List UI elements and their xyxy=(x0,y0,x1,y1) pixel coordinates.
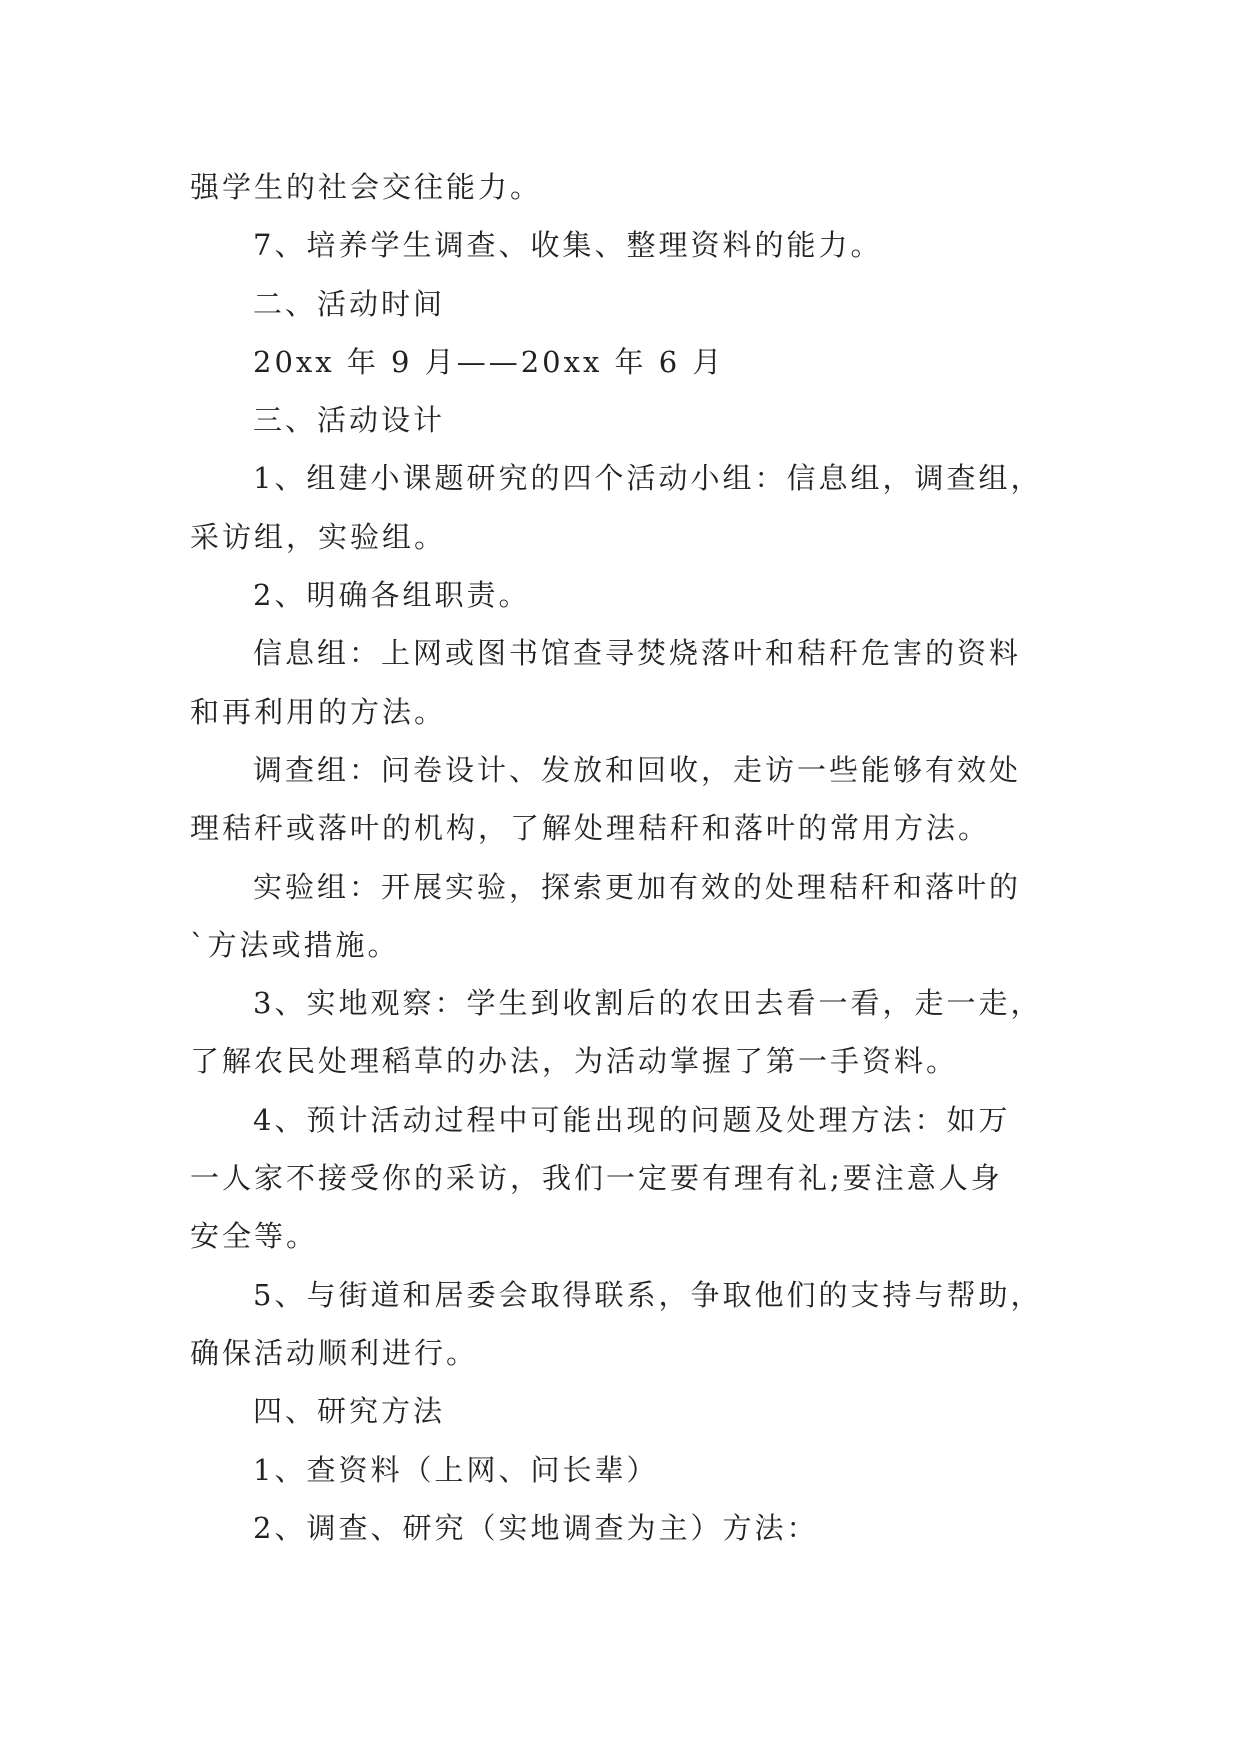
paragraph-line: 二、活动时间 xyxy=(253,286,446,321)
paragraph-line: 实验组：开展实验，探索更加有效的处理秸秆和落叶的 xyxy=(253,869,1022,904)
paragraph-line: 2、调查、研究（实地调查为主）方法： xyxy=(253,1510,819,1545)
paragraph-line: 安全等。 xyxy=(190,1219,319,1254)
paragraph-line: 1、查资料（上网、问长辈） xyxy=(253,1452,659,1487)
paragraph-line: 采访组，实验组。 xyxy=(190,519,447,554)
paragraph-line: 理秸秆或落叶的机构，了解处理秸秆和落叶的常用方法。 xyxy=(190,811,991,846)
paragraph-line: 了解农民处理稻草的办法，为活动掌握了第一手资料。 xyxy=(190,1044,959,1079)
paragraph-line: 4、预计活动过程中可能出现的问题及处理方法：如万 xyxy=(253,1102,1011,1137)
paragraph-line: 强学生的社会交往能力。 xyxy=(190,170,543,204)
paragraph-line: 7、培养学生调查、收集、整理资料的能力。 xyxy=(253,228,883,263)
paragraph-line: 3、实地观察：学生到收割后的农田去看一看，走一走， xyxy=(253,986,1043,1021)
paragraph-line: 四、研究方法 xyxy=(253,1394,446,1429)
paragraph-line: 三、活动设计 xyxy=(253,403,446,438)
paragraph-line: 信息组：上网或图书馆查寻焚烧落叶和秸秆危害的资料 xyxy=(253,636,1022,671)
paragraph-line: 20xx 年 9 月——20xx 年 6 月 xyxy=(253,344,725,379)
paragraph-line: 调查组：问卷设计、发放和回收，走访一些能够有效处 xyxy=(253,752,1022,787)
paragraph-line: 2、明确各组职责。 xyxy=(253,578,531,613)
paragraph-line: 一人家不接受你的采访，我们一定要有理有礼;要注意人身 xyxy=(190,1161,1003,1196)
paragraph-line: 1、组建小课题研究的四个活动小组：信息组，调查组， xyxy=(253,461,1043,496)
paragraph-line: 确保活动顺利进行。 xyxy=(190,1335,479,1370)
paragraph-line: 5、与街道和居委会取得联系，争取他们的支持与帮助， xyxy=(253,1277,1043,1312)
paragraph-line: `方法或措施。 xyxy=(190,927,400,962)
document-body xyxy=(190,158,1070,1557)
paragraph-line: 和再利用的方法。 xyxy=(190,694,447,729)
